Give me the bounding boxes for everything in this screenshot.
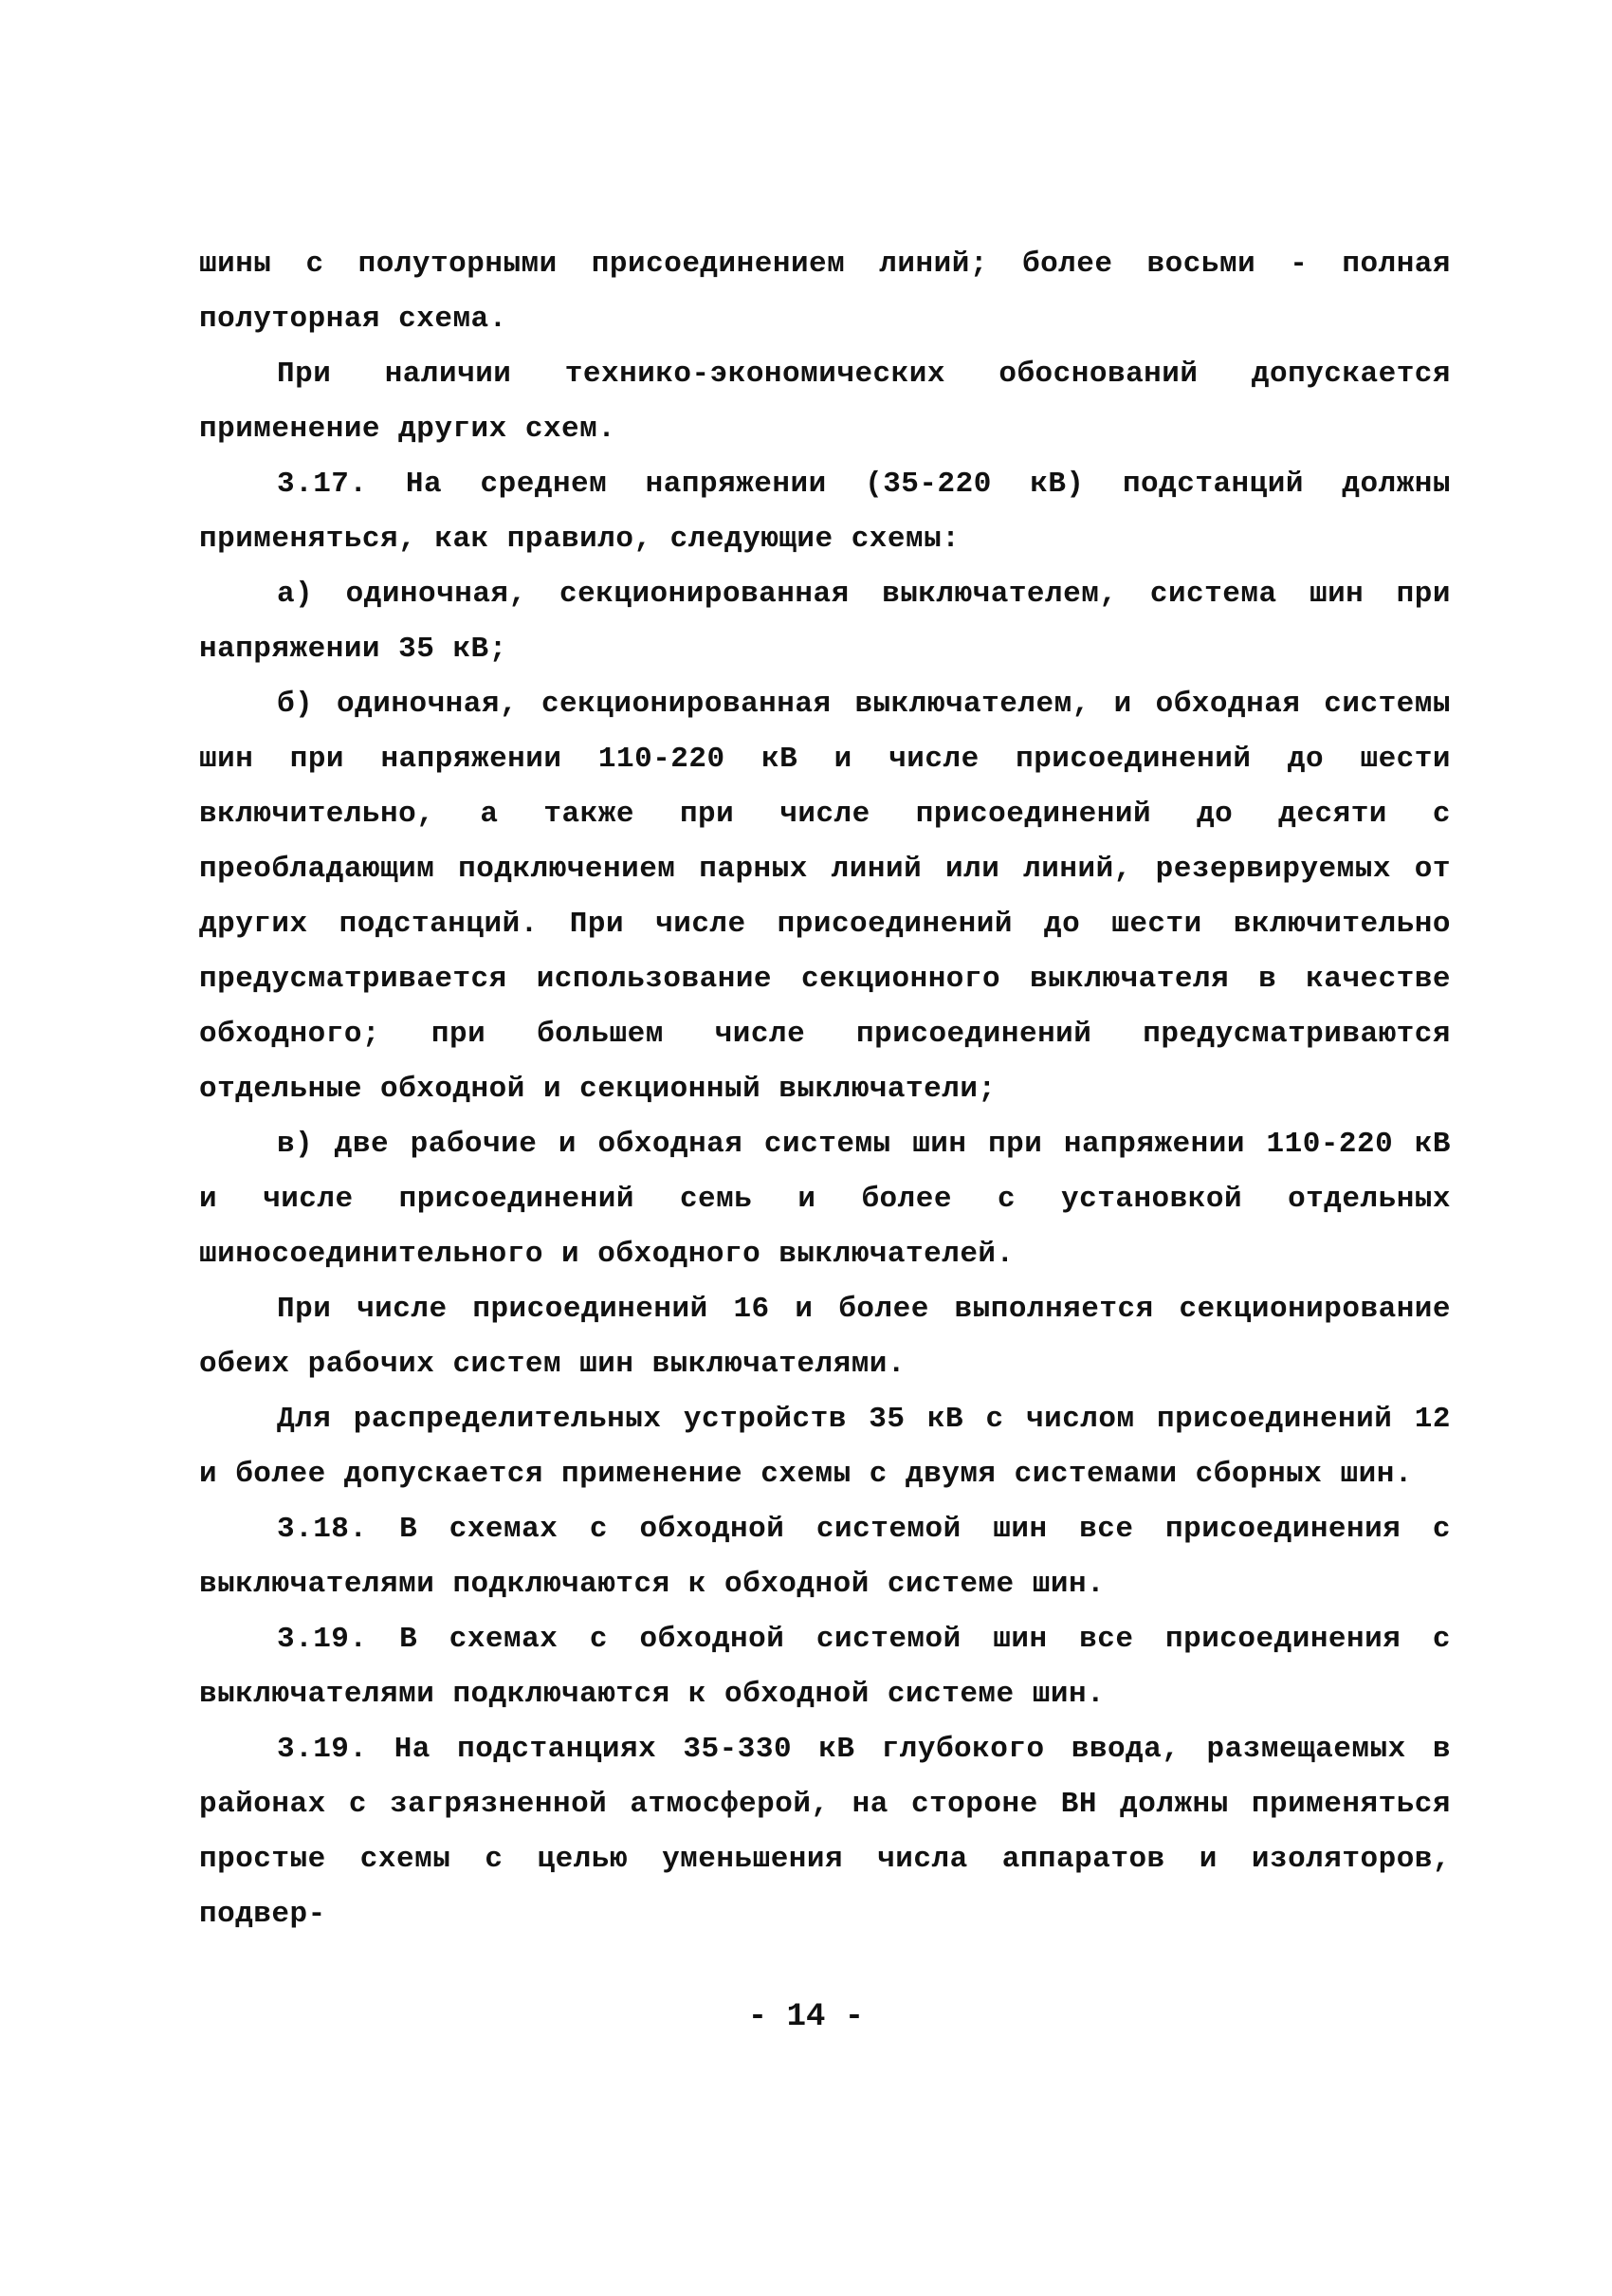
list-item-b: б) одиночная, секционированная выключателем, и обходная системы шин при напряжении 110-220 кВ и числе присоединений до шести включительно, а также при числе присоединений до десяти с преобладающим подключением парных линий или линий, резервируемых от других подстанций. При числе присоединений до шести включительно предусматривается использование секционного выключателя в качестве обходного; при большем числе присоединений предусматриваются отдельные обходной и секционный выключатели; [199,688,1451,1106]
paragraph: Для распределительных устройств 35 кВ с числом присоединений 12 и более допускается применение схемы с двумя системами сборных шин. [199,1403,1451,1491]
paragraph-3-18: 3.18. В схемах с обходной системой шин все присоединения с выключателями подключаются к обходной системе шин. [199,1513,1451,1601]
paragraph-continuation: шины с полуторными присоединением линий; более восьми - полная полуторная схема. [199,248,1451,336]
paragraph-3-19: 3.19. На подстанциях 35-330 кВ глубокого ввода, размещаемых в районах с загрязненной атмосферой, на стороне ВН должны применяться простые схемы с целью уменьшения числа аппаратов и изоляторов, подвер- [199,1733,1451,1931]
paragraph-3-19-struck: 3.19. В схемах с обходной системой шин все присоединения с выключателями подключаются к обходной системе шин. [199,1623,1451,1711]
paragraph: При числе присоединений 16 и более выполняется секционирование обеих рабочих систем шин выключателями. [199,1293,1451,1381]
list-item-v: в) две рабочие и обходная системы шин при напряжении 110-220 кВ и числе присоединений семь и более с установкой отдельных шиносоединительного и обходного выключателей. [199,1128,1451,1271]
page-number: - 14 - [747,1999,865,2035]
paragraph: При наличии технико-экономических обоснований допускается применение других схем. [199,358,1451,446]
paragraph-3-17: 3.17. На среднем напряжении (35-220 кВ) подстанций должны применяться, как правило, следующие схемы: [199,468,1451,556]
body-text [199,237,1451,1942]
list-item-a: а) одиночная, секционированная выключателем, система шин при напряжении 35 кВ; [199,578,1451,666]
